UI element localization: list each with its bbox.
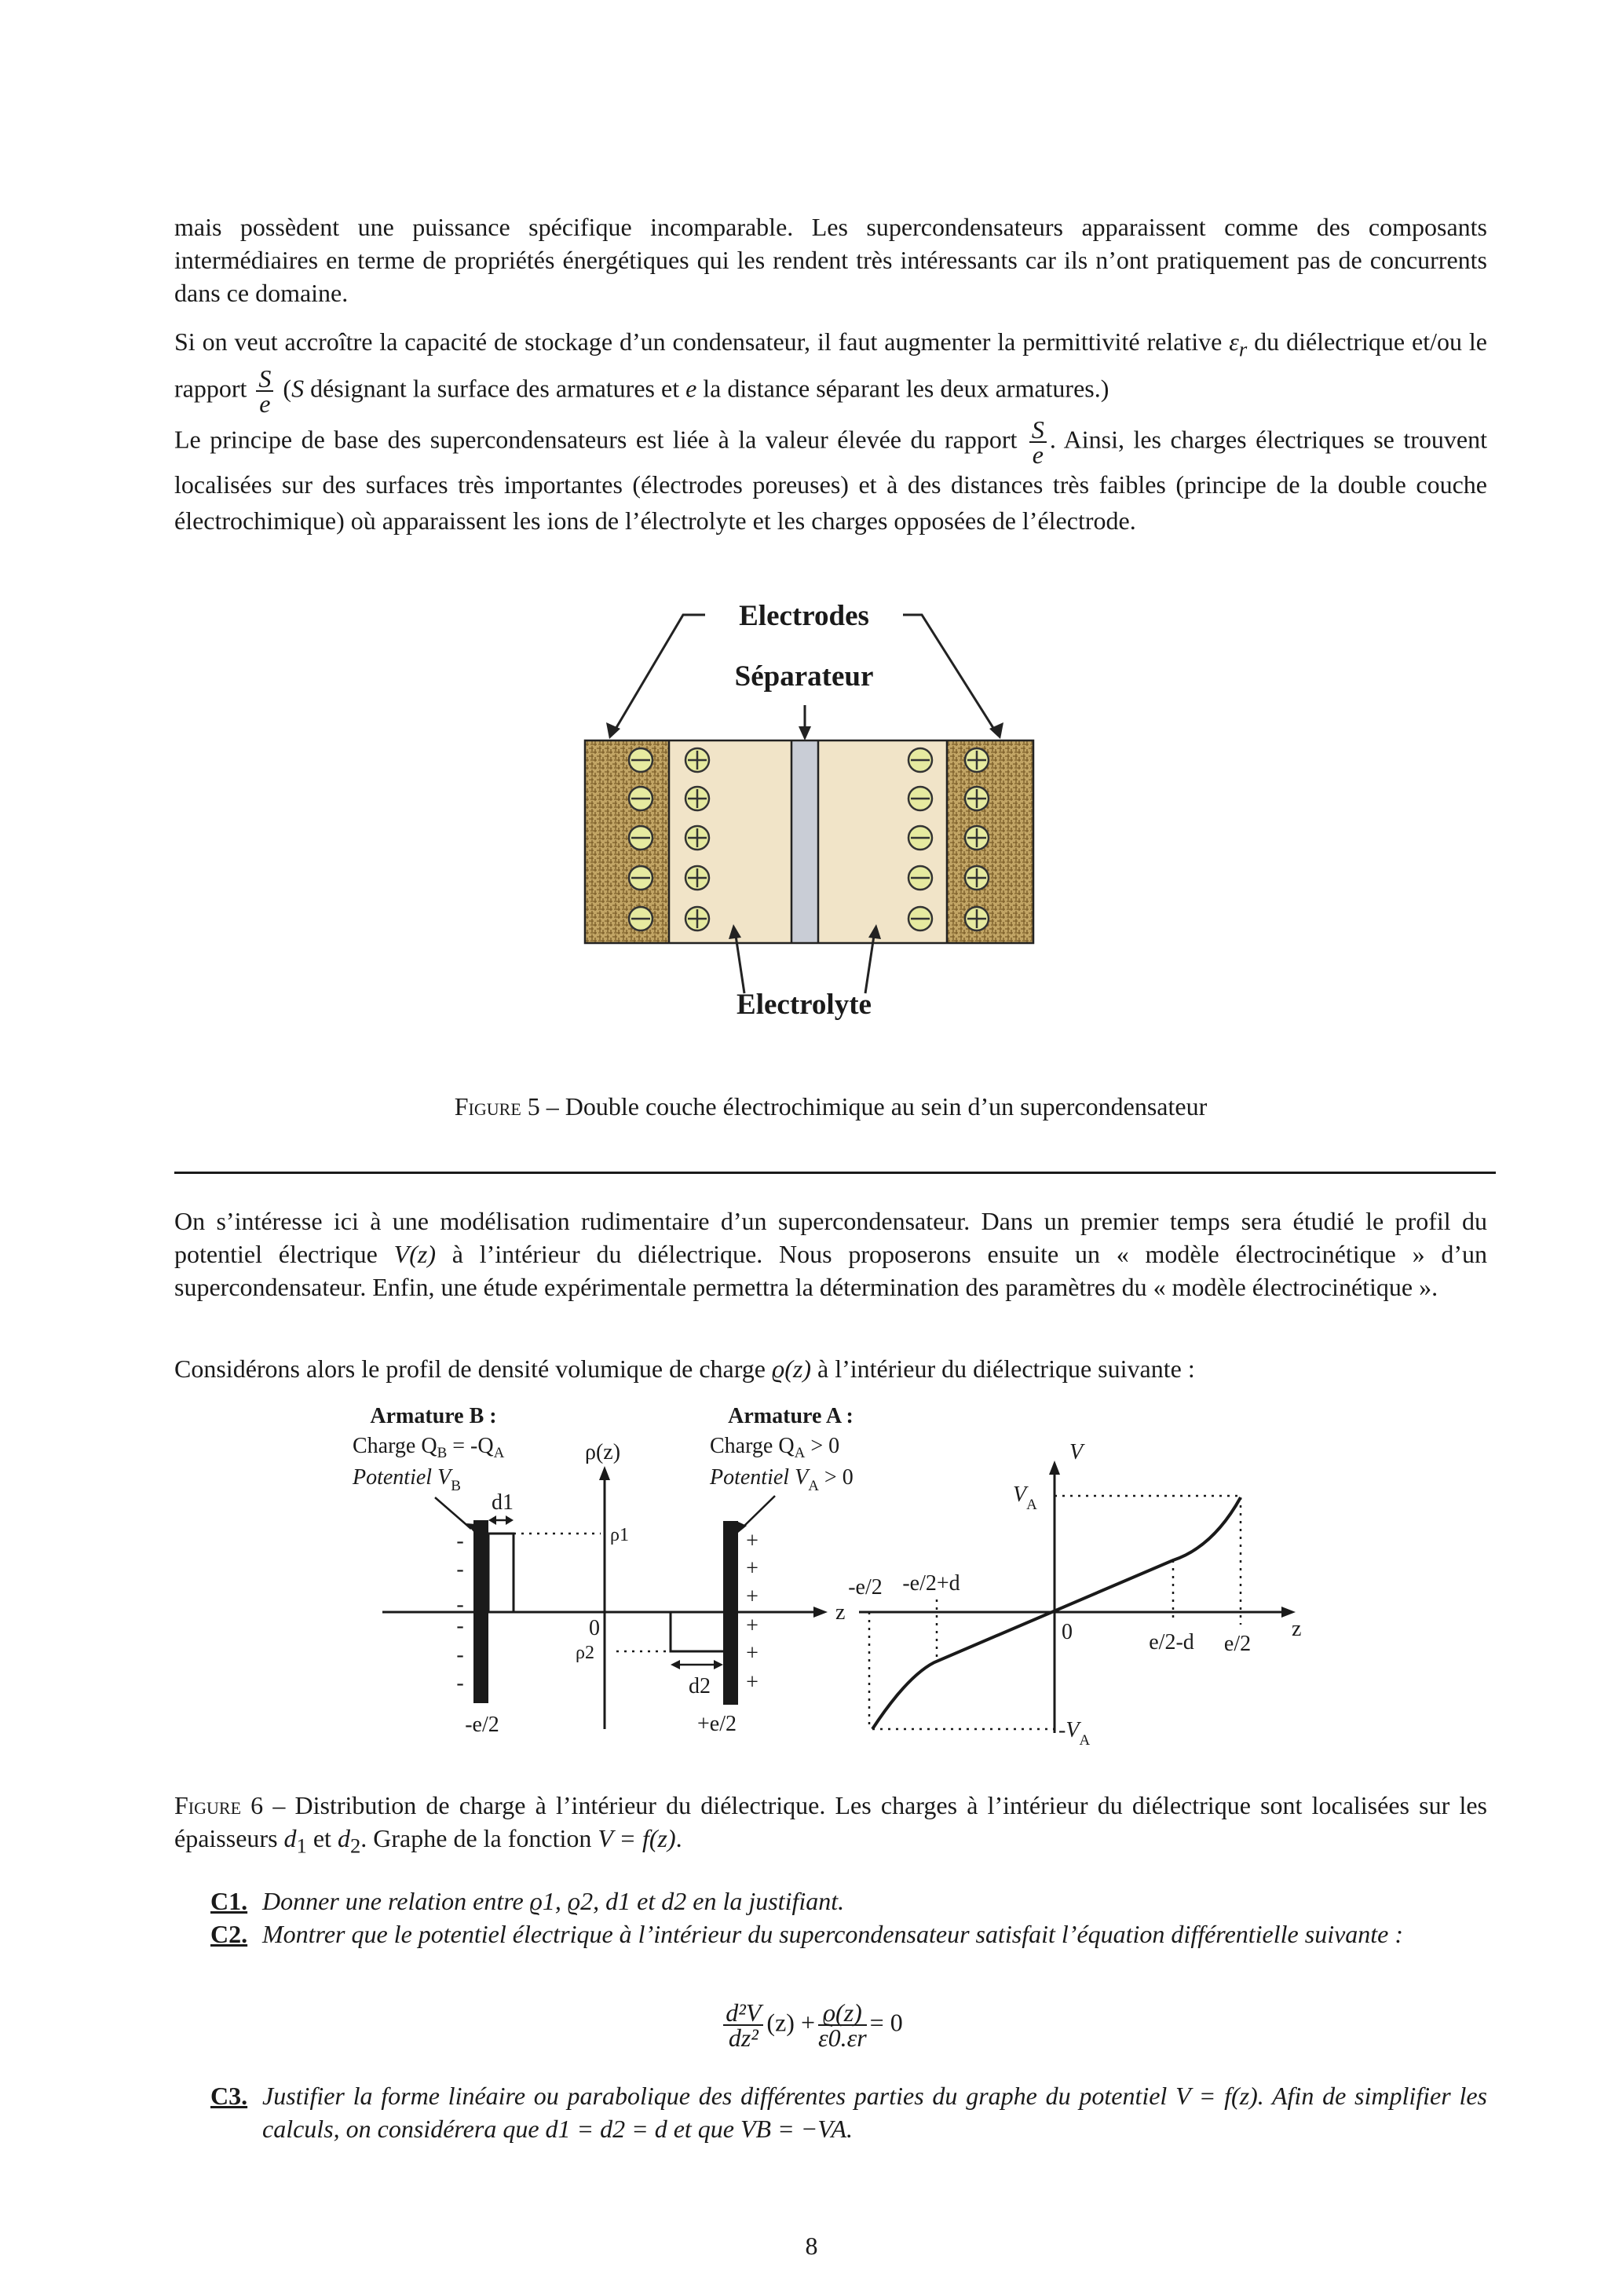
text: ( — [276, 374, 292, 403]
plus-charge-sign: + — [746, 1585, 758, 1609]
question-label: C2. — [210, 1920, 248, 1948]
armature-b-potential: Potentiel $V_B$ — [353, 1465, 461, 1494]
page-number: 8 — [805, 2232, 818, 2260]
text: . Graphe de la fonction — [360, 1824, 598, 1852]
figure-6-caption: Figure 6 – Distribution de charge à l’intérieur du diélectrique. Les charges à l’intérieur du diélectrique sont localisées sur les épaisseurs $d_1$ et $d_2$. Graphe de la fonction V = f(z). — [174, 1791, 1487, 1858]
armature-a-potential: Potentiel $V_A > 0$ — [710, 1465, 854, 1494]
rho-symbol: ϱ(z) — [772, 1355, 811, 1383]
armature-b-title: Armature B : — [370, 1404, 497, 1428]
epsilon-symbol: ε — [1229, 327, 1239, 356]
armature-b-charge: Charge $Q_B = -Q_A$ — [353, 1434, 505, 1461]
left-electrode — [585, 740, 669, 943]
separator — [791, 740, 818, 943]
question-c2 — [210, 1918, 1487, 1951]
denominator: dz² — [728, 2024, 758, 2052]
numerator: d²V — [723, 2001, 763, 2026]
text: Si on veut accroître la capacité de stockage d’un condensateur, il faut augmenter la permittivité relative — [174, 327, 1230, 356]
figure-5-double-layer-diagram — [0, 0, 1623, 1099]
paragraph-modelling — [174, 1205, 1487, 1303]
paragraph-intro: mais possèdent une puissance spécifique incomparable. Les supercondensateurs apparaissent comme des composants intermédiaires en terme de propriétés énergétiques qui les rendent très intéressants car ils n’ont pratiquement pas de concurrents dans ce domaine. — [174, 213, 1487, 307]
text: la distance séparant les deux armatures.) — [696, 374, 1109, 403]
denominator: e — [1032, 441, 1044, 469]
text: . Ainsi, les charges électriques se trouvent localisées sur des surfaces très importantes (électrodes poreuses) et à des distances très faibles (principe de la double couche électrochimique) où apparaissent les ions de l’électrolyte et les charges opposées de l’électrode. — [174, 425, 1488, 535]
origin-label-right: 0 — [1062, 1620, 1073, 1644]
numerator: S — [1029, 418, 1047, 443]
rho1-block — [488, 1534, 514, 1612]
numerator: ϱ(z) — [818, 2001, 867, 2026]
symbol: d — [283, 1824, 297, 1852]
armature-a-plate — [723, 1521, 738, 1705]
tick-minus-e-half: -e/2 — [848, 1575, 883, 1600]
label-electrolyte: Electrolyte — [737, 989, 872, 1021]
symbol: d — [337, 1824, 350, 1852]
tick-minus-e-half-plus-d: -e/2+d — [902, 1571, 960, 1596]
text: (z) + — [766, 2008, 815, 2037]
section-divider — [174, 1172, 1496, 1174]
minus-charge-sign: - — [456, 1614, 464, 1638]
tick-e-half: e/2 — [1223, 1632, 1252, 1656]
question-c3 — [210, 2079, 1487, 2145]
caption-prefix: Figure 6 — [174, 1791, 264, 1819]
caption-text: – Double couche électrochimique au sein d’un supercondensateur — [539, 1092, 1208, 1121]
question-label: C3. — [210, 2082, 248, 2110]
origin-label: 0 — [589, 1616, 600, 1640]
plus-charge-sign: + — [746, 1614, 758, 1638]
symbol: S — [291, 374, 305, 403]
potential-symbol: V(z) — [393, 1240, 436, 1268]
denominator: e — [259, 389, 271, 419]
text: On s’intéresse ici à une modélisation rudimentaire d’un supercondensateur. Dans un premier temps sera étudié le profil du potentiel électrique — [174, 1207, 1487, 1268]
plus-charge-sign: + — [746, 1529, 758, 1553]
figure-5-caption — [174, 1090, 1487, 1123]
function-expression: V = f(z) — [598, 1824, 676, 1852]
label-separateur: Séparateur — [734, 660, 874, 693]
tick-e-half-minus-d: e/2-d — [1149, 1630, 1194, 1654]
symbol: e — [685, 374, 697, 403]
d2-label: d2 — [689, 1674, 711, 1698]
armature-b-plate — [473, 1520, 488, 1703]
plus-charge-sign: + — [746, 1556, 758, 1581]
d1-label: d1 — [492, 1490, 514, 1515]
text: Le principe de base des supercondensateurs est liée à la valeur élevée du rapport — [174, 425, 1026, 454]
z-axis-label-right: z — [1292, 1617, 1302, 1641]
plus-e-half-label: +e/2 — [697, 1712, 737, 1736]
text: à l’intérieur du diélectrique suivante : — [811, 1355, 1195, 1383]
armature-a-charge: Charge $Q_A > 0$ — [710, 1434, 840, 1461]
minus-e-half-label: -e/2 — [465, 1713, 499, 1737]
minus-charge-sign: - — [456, 1557, 464, 1581]
question-c1 — [210, 1885, 1487, 1918]
question-text: Donner une relation entre ϱ1, ϱ2, d1 et d2 en la justifiant. — [262, 1887, 845, 1915]
text: et — [306, 1824, 338, 1852]
rho-axis-label: ρ(z) — [585, 1440, 621, 1464]
plus-charge-sign: + — [746, 1670, 758, 1695]
text: – Distribution de charge à l’intérieur du diélectrique. Les charges à l’intérieur du diélectrique sont localisées sur les épaisseurs — [174, 1791, 1487, 1852]
figure-6-charge-and-potential — [0, 1398, 1623, 1759]
fraction — [817, 1998, 867, 2052]
minus-charge-sign: - — [456, 1671, 464, 1695]
z-axis-label: z — [835, 1600, 846, 1625]
subscript: r — [1238, 337, 1248, 361]
text: Considérons alors le profil de densité volumique de charge — [174, 1355, 772, 1383]
text: à l’intérieur du diélectrique. Nous proposerons ensuite un « modèle électrocinétique » d’un supercondensateur. Enfin, une étude expérimentale permettra la détermination des paramètres du « modèle électrocinétique ». — [174, 1240, 1488, 1301]
text: . — [675, 1824, 682, 1852]
question-text: Montrer que le potentiel électrique à l’intérieur du supercondensateur satisfait l’équation différentielle suivante : — [262, 1920, 1404, 1948]
rho1-label: ρ1 — [610, 1525, 629, 1545]
question-label: C1. — [210, 1887, 248, 1915]
fraction — [723, 1998, 763, 2052]
rho2-label: ρ2 — [576, 1643, 594, 1663]
differential-equation — [0, 1998, 1623, 2052]
minus-charge-sign: - — [456, 1529, 464, 1553]
label-electrodes: Electrodes — [739, 600, 869, 632]
question-text: Justifier la forme linéaire ou parabolique des différentes parties du graphe du potentiel V = f(z). Afin de simplifier les calculs, on considérera que d1 = d2 = d et que VB = −VA. — [262, 2082, 1487, 2143]
caption-prefix: Figure 5 — [454, 1092, 540, 1121]
numerator: S — [256, 367, 273, 392]
text: = 0 — [869, 2008, 903, 2037]
va-label: $V_A$ — [1013, 1483, 1037, 1513]
armature-a-title: Armature A : — [728, 1404, 854, 1428]
paragraph-charge-density — [174, 1352, 1487, 1385]
v-axis-label: V — [1069, 1440, 1084, 1464]
plus-charge-sign: + — [746, 1641, 758, 1665]
rho2-block — [671, 1612, 723, 1651]
neg-va-label: $-V_A$ — [1058, 1718, 1091, 1749]
text: du diélectrique et/ou le rapport — [174, 327, 1488, 403]
minus-charge-sign: - — [456, 1643, 464, 1667]
denominator: ε0.εr — [817, 2024, 867, 2052]
text: désignant la surface des armatures et — [304, 374, 686, 403]
minus-charge-sign: - — [456, 1592, 464, 1617]
right-electrode — [947, 740, 1033, 943]
